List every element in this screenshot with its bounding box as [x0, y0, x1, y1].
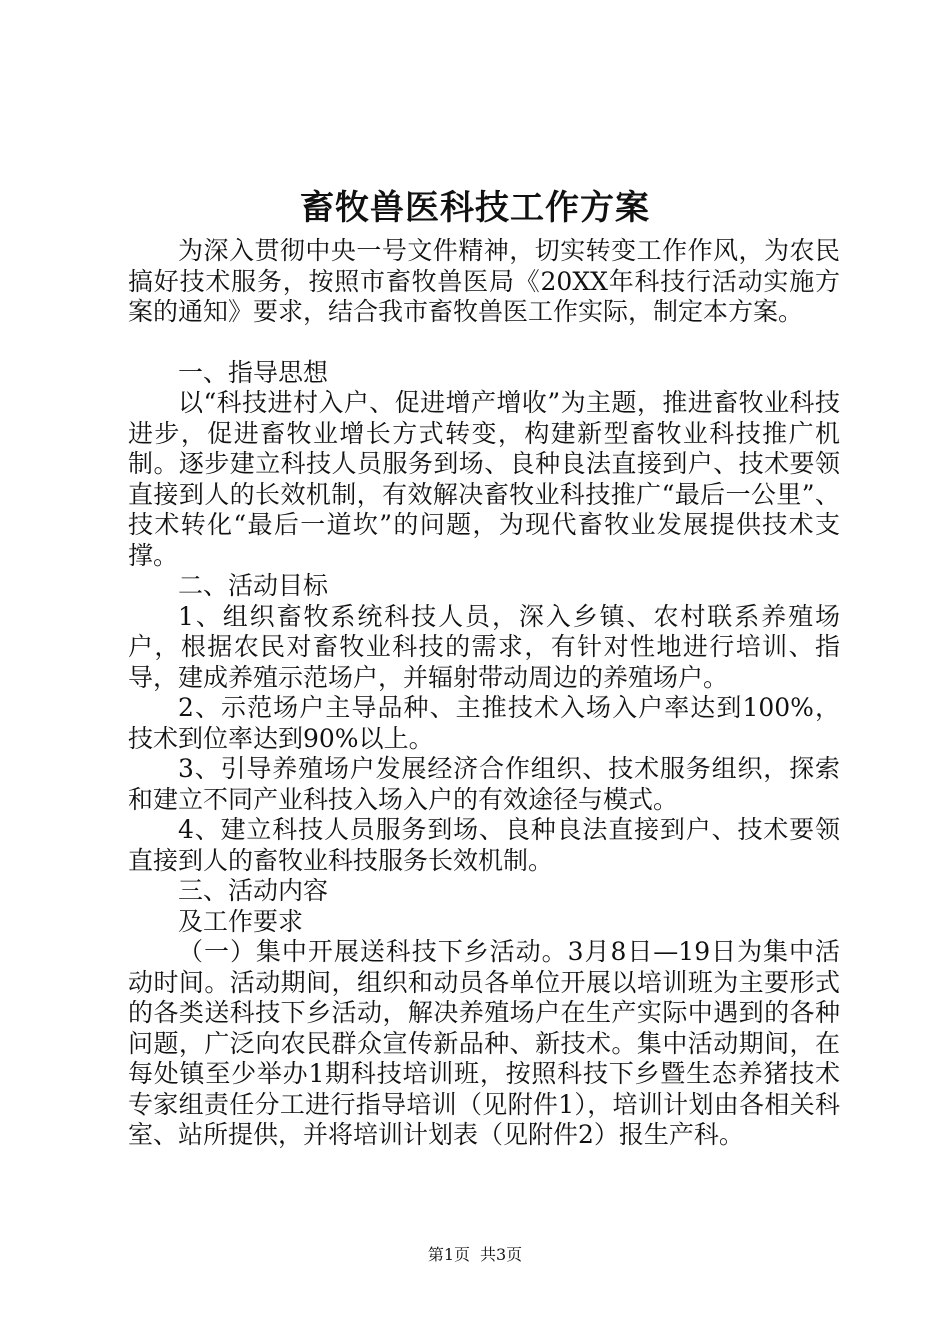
section-3-heading-continued: 及工作要求	[178, 906, 304, 936]
section-1-heading: 一、指导思想	[178, 357, 329, 387]
goal-item-1: 1、组织畜牧系统科技人员，深入乡镇、农村联系养殖场户，根据农民对畜牧业科技的需求，有针对性地进行培训、指导，建成养殖示范场户，并辐射带动周边的养殖场户。	[128, 601, 840, 692]
document-title: 畜牧兽医科技工作方案	[300, 188, 650, 228]
document-body	[128, 236, 840, 1151]
page-number: 第1页	[427, 1245, 470, 1264]
section-2-heading: 二、活动目标	[178, 571, 329, 600]
section-3-heading: 三、活动内容	[178, 876, 329, 905]
goal-item-4: 4、建立科技人员服务到场、良种良法直接到户、技术要领直接到人的畜牧业科技服务长效机制。	[128, 815, 840, 875]
page-footer	[0, 1245, 950, 1265]
goal-item-3: 3、引导养殖场户发展经济合作组织、技术服务组织，探索和建立不同产业科技入场入户的有效途径与模式。	[128, 754, 840, 814]
intro-paragraph: 为深入贯彻中央一号文件精神，切实转变工作作风，为农民搞好技术服务，按照市畜牧兽医局《20XX年科技行活动实施方案的通知》要求，结合我市畜牧兽医工作实际，制定本方案。	[128, 236, 840, 326]
section-3-item-1: （一）集中开展送科技下乡活动。3月8日—19日为集中活动时间。活动期间，组织和动员各单位开展以培训班为主要形式的各类送科技下乡活动，解决养殖场户在生产实际中遇到的各种问题，广泛向农民群众宣传新品种、新技术。集中活动期间，在每处镇至少举办1期科技培训班，按照科技下乡暨生态养猪技术专家组责任分工进行指导培训（见附件1），培训计划由各相关科室、站所提供，并将培训计划表（见附件2）报生产科。	[128, 937, 840, 1149]
goal-item-2: 2、示范场户主导品种、主推技术入场入户率达到100%，技术到位率达到90%以上。	[128, 693, 840, 753]
page-total: 共3页	[480, 1245, 523, 1264]
section-1-paragraph: 以“科技进村入户、促进增产增收”为主题，推进畜牧业科技进步，促进畜牧业增长方式转变，构建新型畜牧业科技推广机制。逐步建立科技人员服务到场、良种良法直接到户、技术要领直接到人的长效机制，有效解决畜牧业科技推广“最后一公里”、技术转化“最后一道坎”的问题，为现代畜牧业发展提供技术支撑。	[128, 388, 840, 570]
